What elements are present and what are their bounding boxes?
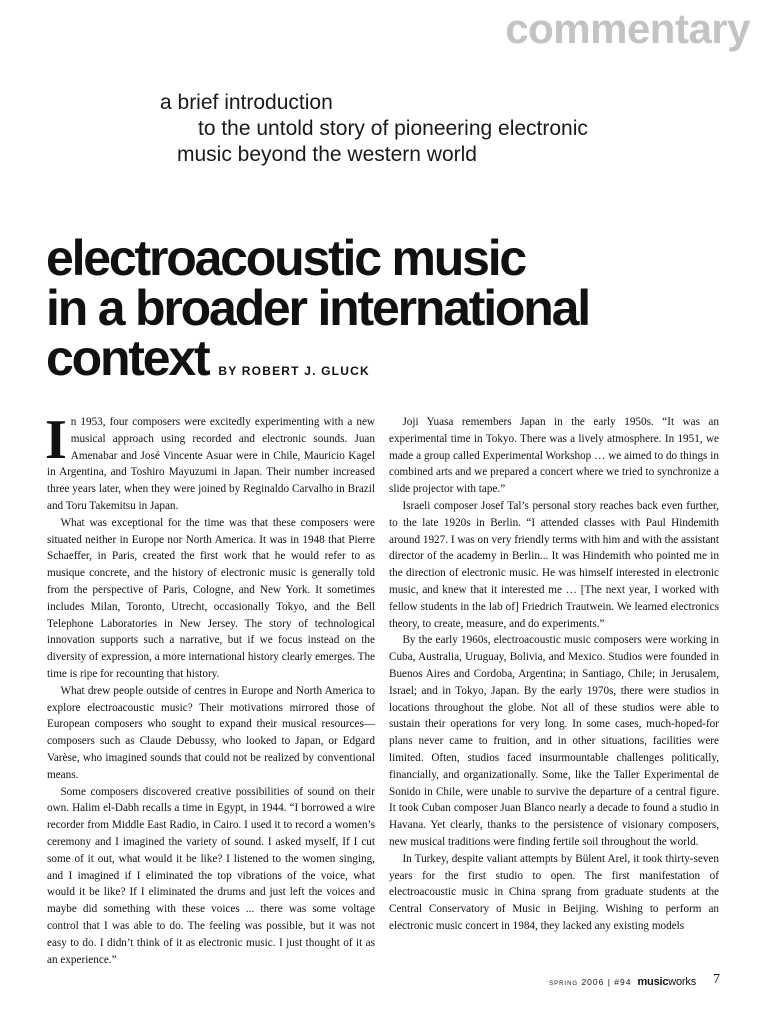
footer — [549, 976, 696, 988]
deck-line-1: a brief introduction — [160, 91, 333, 114]
headline-line-3-text: context — [46, 330, 209, 386]
paragraph: Some composers discovered creative possibilities of sound on their own. Halim el-Dabh recalls a time in Egypt, in 1944. “I borrowed a wire recorder from Middle East Radio, in Cairo. I used it to record a women’s ceremony and I imagined the variety of sound. I asked myself, If I cut some of it out, what would it be like? I listened to the women singing, and I imagined if I eliminated the top vibrations of the voice, what would it be like? If I eliminated the drums and just left the voices and maybe did something with these voices ... there was some voltage control that I was able to do. The feeling was possible, but it was not easy to do. I didn’t think of it as electronic music. I just thought of it as an experience.” — [47, 785, 375, 966]
headline — [46, 230, 589, 396]
paragraph-text: n 1953, four composers were excitedly experimenting with a new musical approach using recorded and electronic sounds. Juan Amenabar and José Vincente Asuar were in Chile, Mauricio Kagel in Argentina, and Toshiro Mayuzumi in Japan. Their number increased three years later, when they were joined by Reginaldo Carvalho in Brazil and Toru Takemitsu in Japan. — [47, 416, 375, 512]
paragraph: In Turkey, despite valiant attempts by Bülent Arel, it took thirty-seven years for the first studio to open. The first manifestation of electroacoustic music in China sprang from graduate students at the Central Conservatory of Music in Beijing. Wishing to perform an electronic music concert in 1984, they lacked any existing models — [389, 852, 719, 932]
drop-cap: I — [45, 409, 67, 471]
issue-label: spring 2006 | #94 — [549, 977, 632, 987]
deck-line-2: to the untold story of pioneering electronic — [198, 117, 588, 140]
section-tag: commentary — [505, 5, 750, 52]
page-number: 7 — [713, 972, 720, 987]
byline: BY ROBERT J. GLUCK — [218, 364, 370, 378]
paragraph: Israeli composer Josef Tal’s personal story reaches back even further, to the late 1920s in Berlin. “I attended classes with Paul Hindemith around 1927. I was on very friendly terms with him and with the assistant director of the academy in Berlin... It was Hindemith who pointed me in the direction of electronic music. He was himself interested in electronic music, and knew that it interested me … [The next year, I worked with fellow students in the lab of] Friedrich Trautwein. We learned electronics theory, to create, measure, and do experiments.” — [389, 499, 719, 630]
paragraph — [45, 409, 375, 515]
magazine-logo — [637, 976, 696, 988]
headline-line-1: electroacoustic music — [46, 230, 526, 286]
right-column — [389, 414, 719, 935]
logo-thin: works — [668, 976, 696, 988]
deck-line-3: music beyond the western world — [177, 143, 477, 166]
headline-line-3 — [46, 330, 589, 396]
paragraph: By the early 1960s, electroacoustic music composers were working in Cuba, Australia, Uruguay, Bolivia, and Mexico. Studios were founded in Buenos Aires and Cordoba, Argentina; in Santiago, Chile; in Jerusalem, Israel; and in Tokyo, Japan. By the early 1970s, there were studios in locations throughout the globe. Not all of these studios were able to sustain their operations for very long. In some cases, much-hoped-for plans never came to fruition, and in other situations, facilities were limited. Often, studios faced insurmountable challenges politically, financially, and organizationally. Some, like the Taller Experimental de Sonido in Chile, were unable to survive the departure of a central figure. It took Cuban composer Juan Blanco nearly a decade to found a studio in Havana. Yet clearly, thanks to the persistence of visionary composers, new musical traditions were finding fertile soil throughout the world. — [389, 634, 719, 848]
headline-line-2: in a broader international — [46, 280, 589, 336]
paragraph: What drew people outside of centres in Europe and North America to explore electroacoustic music? Their motivations mirrored those of European composers who sought to expand their musical resources—composers such as Claude Debussy, who looked to Japan, or Edgard Varèse, who imagined sounds that could not be realized by conventional means. — [47, 684, 375, 781]
left-column — [45, 409, 375, 968]
paragraph: What was exceptional for the time was that these composers were situated neither in Europe nor North America. It was in 1948 that Pierre Schaeffer, in Paris, created the first work that he would refer to as musique concrete, and the history of electronic music is generally told from the perspective of Paris, Cologne, and New York. It sometimes includes Milan, Toronto, Utrecht, occasionally Tokyo, and the Bell Telephone Laboratories in New Jersey. The story of technological innovation supports such a narrative, but if we focus instead on the diversity of expression, a more international history clearly emerges. The time is ripe for recounting that history. — [47, 516, 375, 680]
paragraph: Joji Yuasa remembers Japan in the early 1950s. “It was an experimental time in Tokyo. There was a lively atmosphere. In 1951, we made a group called Experimental Workshop … we aimed to do things in combined arts and we prepared a concert where we tried to synchronize a slide projector with tape.” — [389, 416, 719, 496]
logo-bold: music — [637, 976, 669, 988]
